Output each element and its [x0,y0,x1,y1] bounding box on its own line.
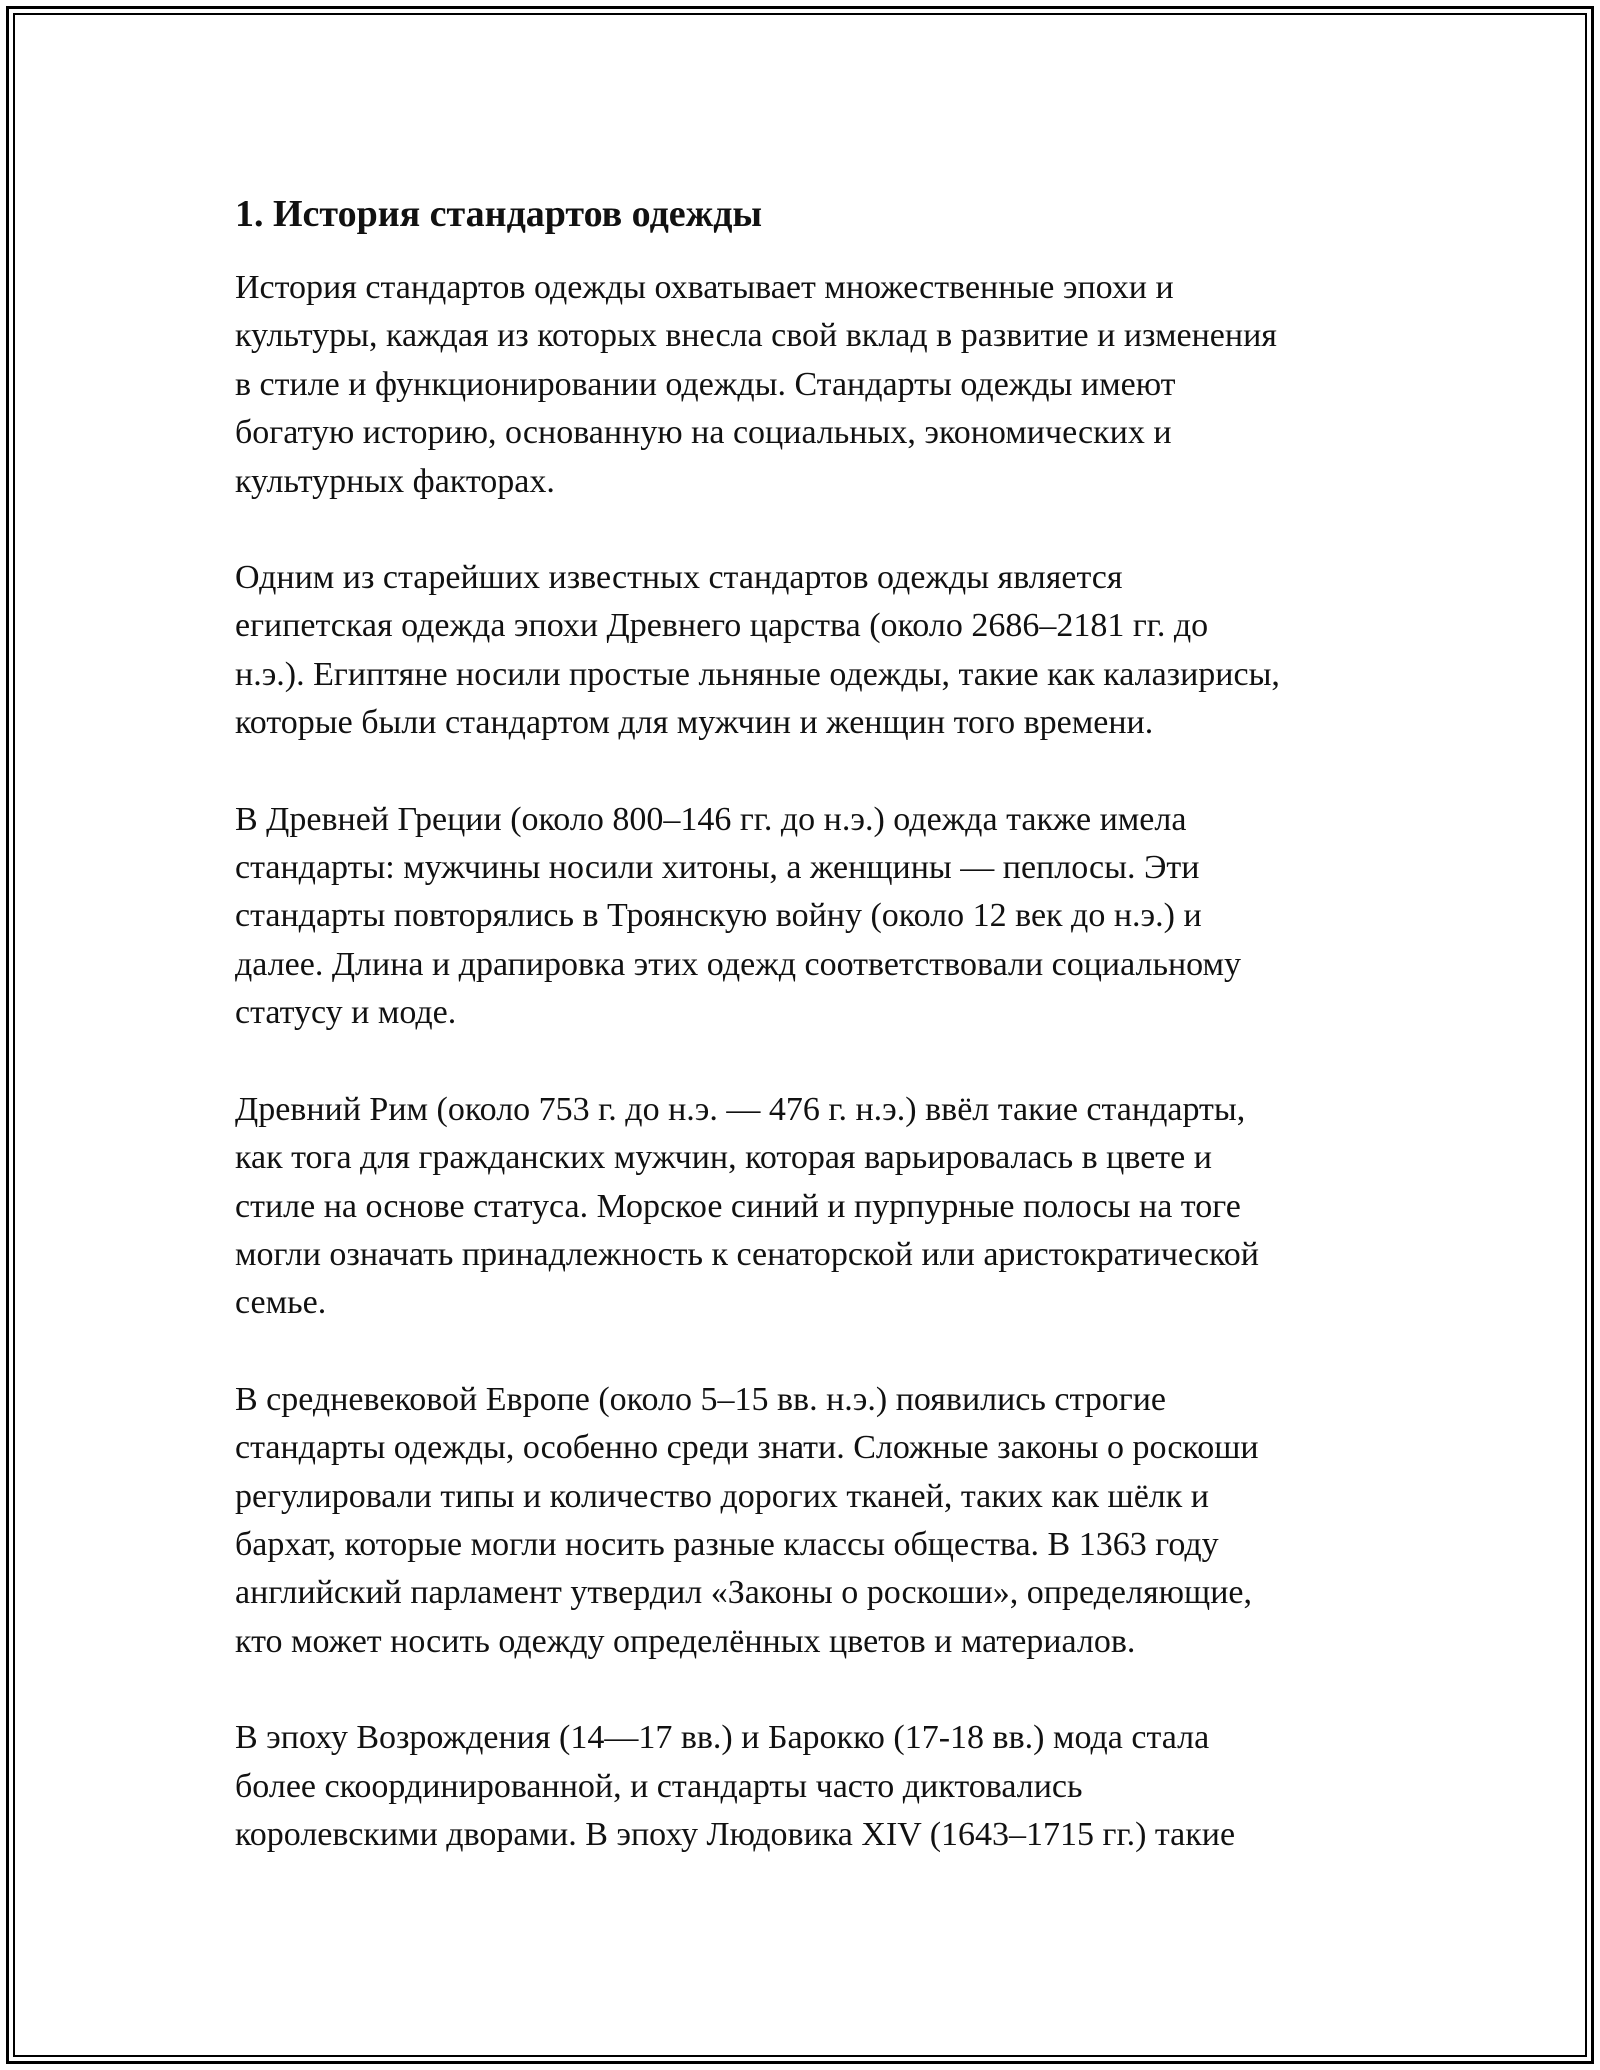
section-heading: 1. История стандартов одежды [235,193,763,235]
text-line: Древний Рим (около 753 г. до н.э. — 476 г. н.э.) ввёл такие стандарты, [235,1090,1246,1128]
text-line: статусу и моде. [235,994,457,1032]
text-line: н.э.). Египтяне носили простые льняные одежды, такие как калазирисы, [235,655,1280,693]
paragraph-rome [235,1086,1395,1328]
text-line: египетская одежда эпохи Древнего царства (около 2686–2181 гг. до [235,607,1209,645]
document-body [235,186,1395,1907]
text-line: стандарты: мужчины носили хитоны, а женщины — пеплосы. Эти [235,849,1200,887]
text-line: более скоординированной, и стандарты часто диктовались [235,1767,1083,1805]
text-line: регулировали типы и количество дорогих тканей, таких как шёлк и [235,1477,1209,1515]
text-line: семье. [235,1284,327,1322]
text-line: стиле на основе статуса. Морское синий и пурпурные полосы на тоге [235,1187,1241,1225]
text-line: стандарты повторялись в Троянскую войну (около 12 век до н.э.) и [235,897,1202,935]
text-line: королевскими дворами. В эпоху Людовика XIV (1643–1715 гг.) такие [235,1815,1236,1853]
text-line: в стиле и функционировании одежды. Стандарты одежды имеют [235,365,1176,403]
text-line: В эпоху Возрождения (14—17 вв.) и Барокко (17-18 вв.) мода стала [235,1719,1210,1757]
text-line: В Древней Греции (около 800–146 гг. до н.э.) одежда также имела [235,800,1187,838]
text-line: культуры, каждая из которых внесла свой вклад в развитие и изменения [235,317,1277,355]
text-line: английский парламент утвердил «Законы о роскоши», определяющие, [235,1574,1252,1612]
text-line: бархат, которые могли носить разные классы общества. В 1363 году [235,1525,1219,1563]
paragraph-greece [235,796,1395,1038]
text-line: стандарты одежды, особенно среди знати. Сложные законы о роскоши [235,1429,1259,1467]
paragraph-intro [235,264,1395,506]
paragraph-egypt [235,554,1395,748]
text-line: культурных факторах. [235,462,555,500]
text-line: как тога для гражданских мужчин, которая варьировалась в цвете и [235,1139,1212,1177]
text-line: История стандартов одежды охватывает множественные эпохи и [235,269,1174,306]
text-line: Одним из старейших известных стандартов одежды является [235,559,1123,597]
text-line: богатую историю, основанную на социальных, экономических и [235,414,1172,452]
text-line: далее. Длина и драпировка этих одежд соответствовали социальному [235,945,1242,983]
text-line: которые были стандартом для мужчин и женщин того времени. [235,704,1154,742]
paragraph-renaissance [235,1714,1395,1859]
text-line: кто может носить одежду определённых цветов и материалов. [235,1622,1136,1660]
paragraph-medieval [235,1376,1395,1666]
text-line: В средневековой Европе (около 5–15 вв. н.э.) появились строгие [235,1380,1166,1418]
text-line: могли означать принадлежность к сенаторской или аристократической [235,1235,1260,1273]
